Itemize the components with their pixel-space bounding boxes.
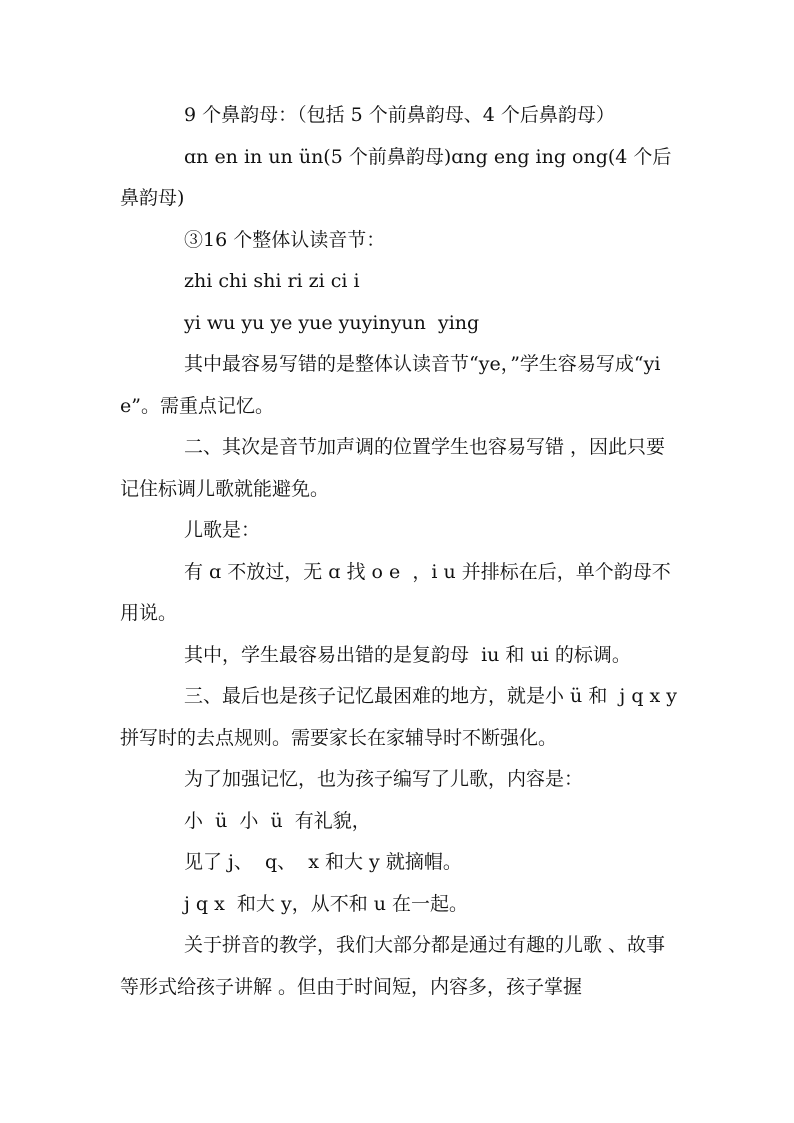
paragraph-rhyme-label: 儿歌是： [184,519,261,541]
paragraph-rhyme-line1: 小 ü 小 ü 有礼貌， [184,809,371,832]
paragraph-iu-ui-note: 其中，学生最容易出错的是复韵母 iu 和 ui 的标调。 [184,643,631,666]
paragraph-rhyme-line2: 见了 j、 q、 x 和大 y 就摘帽。 [184,851,462,873]
paragraph-teaching-note: 关于拼音的教学，我们大部分都是通过有趣的儿歌 、故事等形式给孩子讲解 。但由于时间短，内容多，孩子掌握 [120,934,666,998]
paragraph-whole-syllables-line1: zhi chi shi ri zi ci i [184,270,360,292]
paragraph-rhyme-line3: j q x 和大 y，从不和 u 在一起。 [184,892,469,915]
paragraph-nasal-finals-heading: 9 个鼻韵母：（包括 5 个前鼻韵母、4 个后鼻韵母） [184,104,615,126]
paragraph-section-two: 二、其次是音节加声调的位置学生也容易写错 ，因此只要记住标调儿歌就能避免。 [120,436,666,500]
paragraph-whole-syllables-heading: ③16 个整体认读音节： [184,228,386,251]
document-body [120,95,690,1008]
paragraph-rhyme-intro: 为了加强记忆，也为孩子编写了儿歌，内容是： [184,768,584,790]
paragraph-tone-rhyme: 有 ɑ 不放过，无 ɑ 找 o e ，i u 并排标在后，单个韵母不用说。 [120,560,671,624]
paragraph-nasal-finals-list: ɑn en in un ün(5 个前鼻韵母)ɑng eng ing ong(4 个后鼻韵母) [120,145,672,209]
paragraph-whole-syllables-line2: yi wu yu ye yue yuyinyun ying [184,311,480,334]
paragraph-section-three: 三、最后也是孩子记忆最困难的地方，就是小 ü 和 j q x y 拼写时的去点规则。需要家长在家辅导时不断强化。 [120,685,690,749]
paragraph-ye-note: 其中最容易写错的是整体认读音节“ye，”学生容易写成“yie”。需重点记忆。 [120,353,661,417]
